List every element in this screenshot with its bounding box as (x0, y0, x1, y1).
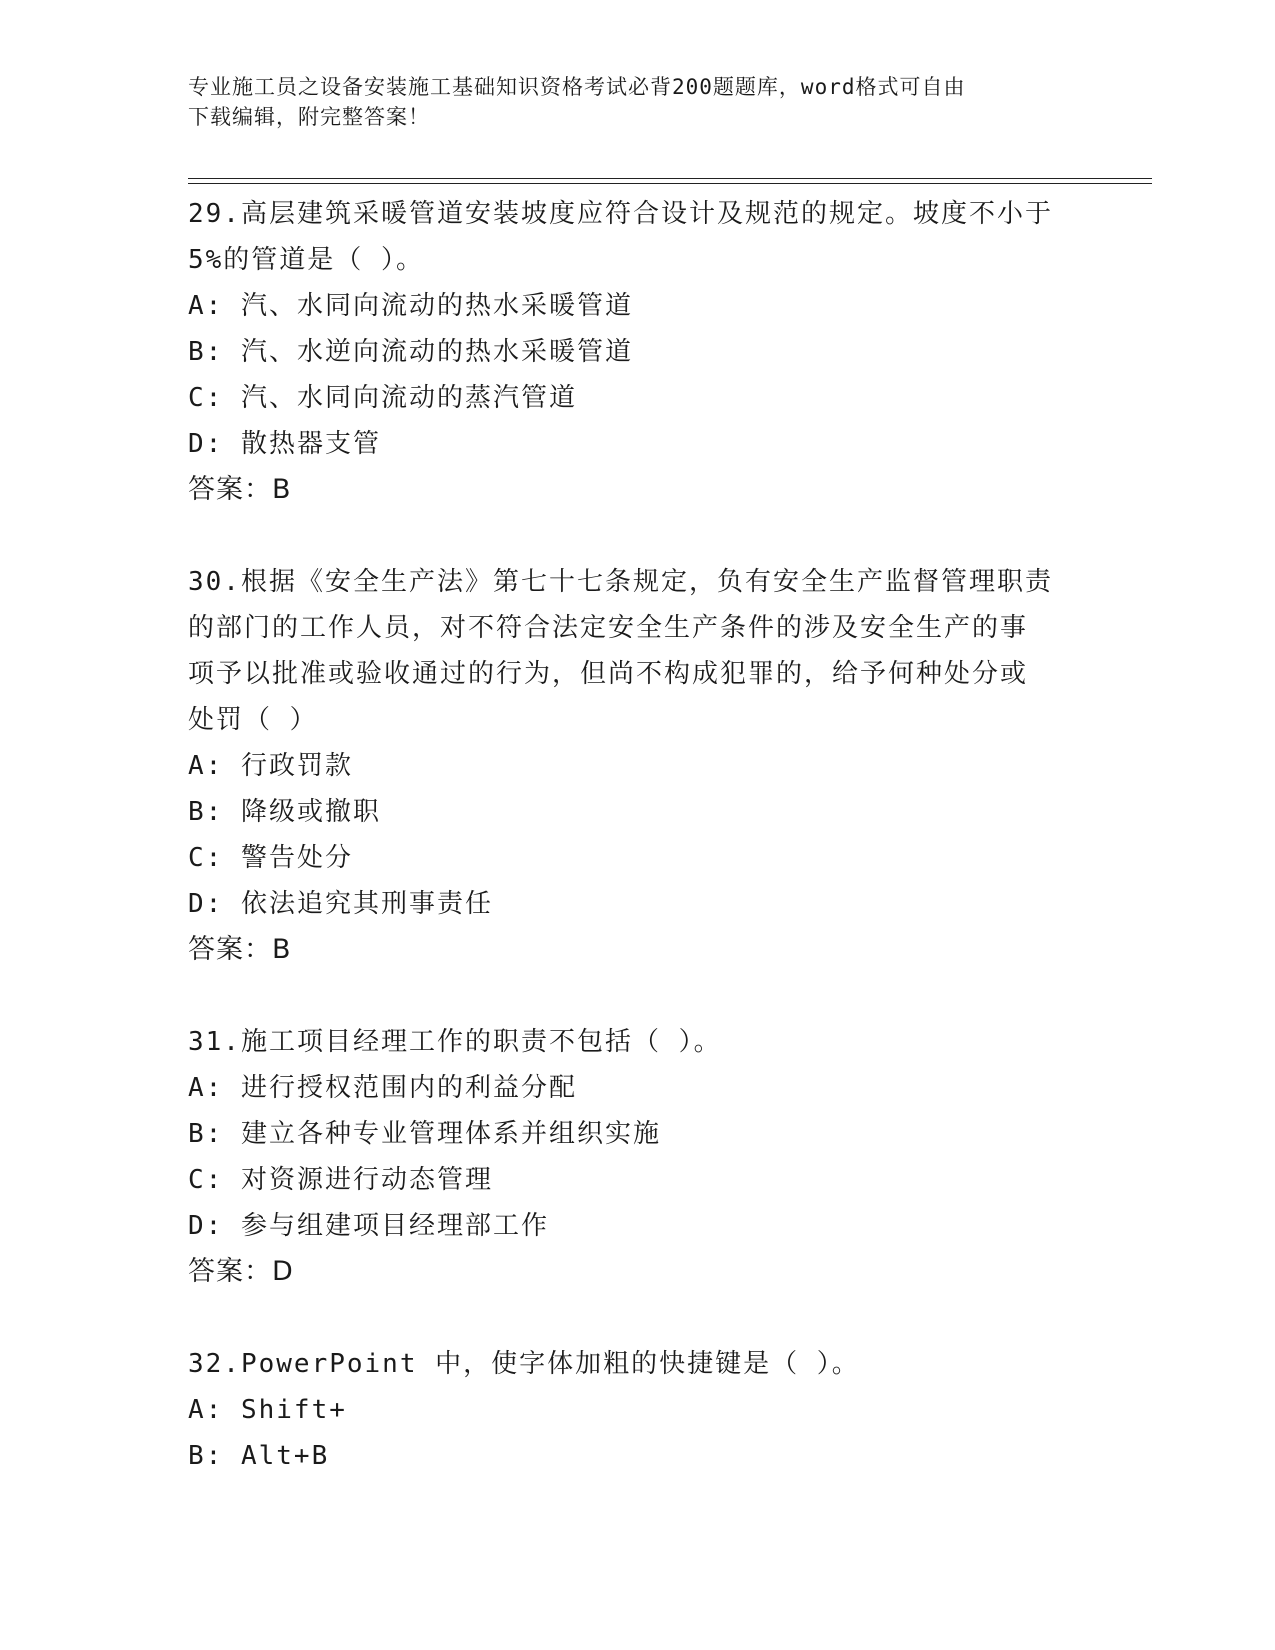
question-31 (188, 1019, 1088, 1295)
question-stem-line: 31.施工项目经理工作的职责不包括（ ）。 (188, 1027, 722, 1057)
option-a: A: Shift+ (188, 1395, 347, 1425)
option-c: C: 汽、水同向流动的蒸汽管道 (188, 383, 577, 413)
question-stem-line: 5%的管道是（ ）。 (188, 245, 424, 275)
header-divider-top (188, 178, 1152, 179)
answer-line: 答案：B (188, 474, 292, 505)
option-c: C: 警告处分 (188, 843, 353, 873)
option-d: D: 依法追究其刑事责任 (188, 889, 493, 919)
option-d: D: 参与组建项目经理部工作 (188, 1211, 549, 1241)
question-stem-line: 32.PowerPoint 中，使字体加粗的快捷键是（ ）。 (188, 1349, 860, 1379)
option-b: B: 降级或撤职 (188, 797, 381, 827)
question-29 (188, 191, 1088, 513)
question-30 (188, 559, 1088, 973)
option-a: A: 行政罚款 (188, 751, 353, 781)
answer-line: 答案：B (188, 934, 292, 965)
option-a: A: 汽、水同向流动的热水采暖管道 (188, 291, 633, 321)
header-line-1: 专业施工员之设备安装施工基础知识资格考试必背200题题库，word格式可自由 (188, 75, 966, 99)
question-stem-line: 30.根据《安全生产法》第七十七条规定，负有安全生产监督管理职责 (188, 567, 1053, 597)
option-b: B: Alt+B (188, 1441, 330, 1471)
option-b: B: 建立各种专业管理体系并组织实施 (188, 1119, 661, 1149)
answer-line: 答案：D (188, 1256, 294, 1287)
header-divider-bottom (188, 183, 1152, 184)
question-32 (188, 1341, 1088, 1479)
option-a: A: 进行授权范围内的利益分配 (188, 1073, 577, 1103)
question-stem-line: 处罚（ ） (188, 705, 318, 735)
question-stem-line: 项予以批准或验收通过的行为，但尚不构成犯罪的，给予何种处分或 (188, 659, 1029, 689)
option-c: C: 对资源进行动态管理 (188, 1165, 493, 1195)
question-list (188, 191, 1088, 1525)
option-b: B: 汽、水逆向流动的热水采暖管道 (188, 337, 633, 367)
question-stem-line: 29.高层建筑采暖管道安装坡度应符合设计及规范的规定。坡度不小于 (188, 199, 1053, 229)
document-header (188, 72, 1068, 132)
option-d: D: 散热器支管 (188, 429, 381, 459)
question-stem-line: 的部门的工作人员，对不符合法定安全生产条件的涉及安全生产的事 (188, 613, 1029, 643)
header-line-2: 下载编辑，附完整答案！ (188, 105, 430, 129)
